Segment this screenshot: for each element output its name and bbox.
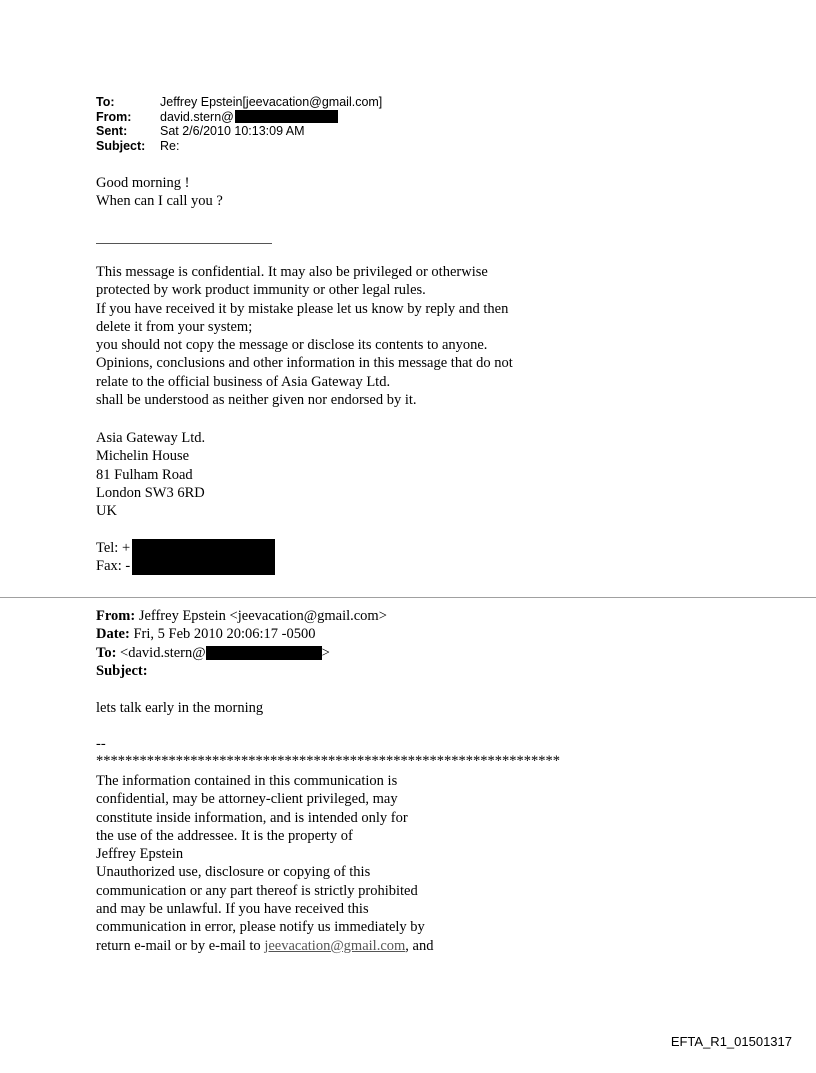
address-line: London SW3 6RD <box>96 484 205 501</box>
redaction-block <box>235 110 338 123</box>
redaction-block <box>132 539 275 575</box>
orig-date-value: Fri, 5 Feb 2010 20:06:17 -0500 <box>133 626 316 643</box>
to-row <box>96 95 382 110</box>
from-row <box>96 110 382 125</box>
notice-line: shall be understood as neither given nor endorsed by it. <box>96 392 417 409</box>
subject-label: Subject: <box>96 138 146 153</box>
disclaimer-line: communication in error, please notify us immediately by <box>96 919 425 936</box>
disclaimer-line: constitute inside information, and is intended only for <box>96 809 408 826</box>
signature-separator: -- <box>96 736 106 752</box>
subject-value: Re: <box>160 138 180 153</box>
notice-line: delete it from your system; <box>96 318 253 335</box>
reply-header <box>96 95 382 153</box>
disclaimer-last-line <box>96 937 433 955</box>
original-body: lets talk early in the morning <box>96 700 264 716</box>
message-divider <box>0 597 816 598</box>
orig-date-row <box>96 625 387 643</box>
notice-line: If you have received it by mistake please let us know by reply and then <box>96 300 509 317</box>
signature-divider <box>96 243 272 244</box>
notice-line: protected by work product immunity or other legal rules. <box>96 282 426 299</box>
address-line: Asia Gateway Ltd. <box>96 430 206 446</box>
reply-body <box>96 174 223 211</box>
orig-to-suffix: > <box>321 644 330 661</box>
orig-subject-row <box>96 662 387 680</box>
disclaimer <box>96 772 433 955</box>
notice-line: This message is confidential. It may also be privileged or otherwise <box>96 264 488 280</box>
subject-row <box>96 139 382 154</box>
sent-row <box>96 124 382 139</box>
orig-from-row <box>96 607 387 625</box>
contact-info <box>96 539 130 576</box>
fax-line: Fax: - <box>96 558 131 575</box>
disclaimer-line: confidential, may be attorney-client privileged, may <box>96 791 398 808</box>
disclaimer-line: the use of the addressee. It is the property of <box>96 827 353 844</box>
orig-date-label: Date: <box>96 626 130 643</box>
to-label: To: <box>96 95 115 109</box>
sent-label: Sent: <box>96 124 128 138</box>
original-header <box>96 607 387 680</box>
disclaimer-line: Jeffrey Epstein <box>96 846 184 863</box>
redaction-block <box>206 646 322 660</box>
notice-line: you should not copy the message or disclose its contents to anyone. <box>96 337 488 354</box>
address-line: 81 Fulham Road <box>96 466 193 483</box>
orig-to-row <box>96 644 387 662</box>
address-line: Michelin House <box>96 448 190 465</box>
from-label: From: <box>96 109 132 124</box>
tel-line: Tel: + <box>96 540 131 556</box>
confidentiality-notice <box>96 263 513 409</box>
to-value: Jeffrey Epstein[jeevacation@gmail.com] <box>160 95 383 109</box>
sent-value: Sat 2/6/2010 10:13:09 AM <box>160 124 305 138</box>
orig-to-value: <david.stern@ <box>120 644 206 661</box>
company-address <box>96 429 205 520</box>
notice-line: Opinions, conclusions and other information in this message that do not <box>96 355 513 372</box>
body-line: Good morning ! <box>96 175 190 191</box>
disclaimer-line: Unauthorized use, disclosure or copying of this <box>96 864 371 881</box>
orig-to-label: To: <box>96 644 117 661</box>
orig-from-label: From: <box>96 608 136 624</box>
orig-subject-label: Subject: <box>96 662 148 679</box>
orig-from-value: Jeffrey Epstein <jeevacation@gmail.com> <box>138 608 387 624</box>
address-line: UK <box>96 503 117 520</box>
disclaimer-suffix: , and <box>405 937 434 954</box>
from-value: david.stern@ <box>160 109 234 124</box>
disclaimer-line: and may be unlawful. If you have received this <box>96 901 369 918</box>
document-id: EFTA_R1_01501317 <box>670 1034 792 1049</box>
asterisk-line: **************************************************************** <box>96 753 560 769</box>
notice-line: relate to the official business of Asia Gateway Ltd. <box>96 373 391 390</box>
disclaimer-line: communication or any part thereof is strictly prohibited <box>96 882 418 899</box>
disclaimer-prefix: return e-mail or by e-mail to <box>96 937 265 954</box>
body-line: When can I call you ? <box>96 193 223 210</box>
disclaimer-line: The information contained in this communication is <box>96 773 398 789</box>
email-link[interactable]: jeevacation@gmail.com <box>264 937 406 954</box>
